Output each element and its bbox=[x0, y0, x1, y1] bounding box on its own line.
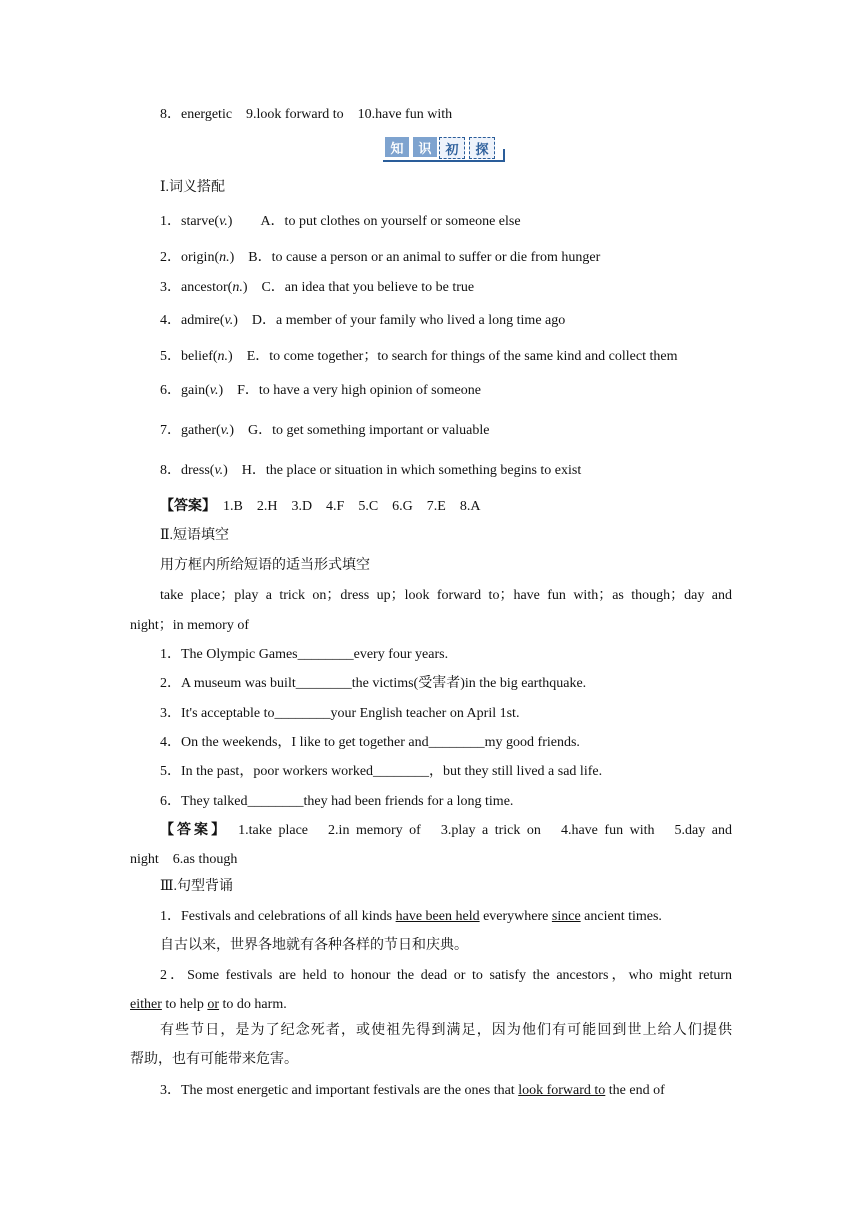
fill-item-2: 2．A museum was built________the victims(受害者)in the big earthquake. bbox=[160, 676, 587, 691]
banner-underline bbox=[383, 160, 505, 162]
sentence-3-line-1: 3．The most energetic and important festivals are the ones that look forward to the end of bbox=[160, 1083, 665, 1098]
phrase-box-line-2: night；in memory of bbox=[130, 618, 249, 633]
fill-item-5: 5．In the past，poor workers worked________，but they still lived a sad life. bbox=[160, 764, 603, 779]
match-item-7: 7．gather(v.) G．to get something important or valuable bbox=[160, 423, 490, 438]
section2-answer-line-2: night 6.as though bbox=[130, 852, 238, 867]
section2-heading: Ⅱ.短语填空 bbox=[160, 528, 230, 543]
fill-item-4: 4．On the weekends，I like to get together and________my good friends. bbox=[160, 735, 580, 750]
sentence-1-translation: 自古以来，世界各地就有各种各样的节日和庆典。 bbox=[160, 938, 468, 953]
phrase-box-line-1: take place；play a trick on；dress up；look forward to；have fun with；as though；day and bbox=[160, 588, 732, 603]
sentence-2-translation-1: 有些节日，是为了纪念死者，或使祖先得到满足，因为他们有可能回到世上给人们提供 bbox=[160, 1023, 732, 1038]
sentence-2-translation-2: 帮助，也有可能带来危害。 bbox=[130, 1052, 298, 1067]
match-item-6: 6．gain(v.) F．to have a very high opinion of someone bbox=[160, 383, 481, 398]
match-item-2: 2．origin(n.) B．to cause a person or an animal to suffer or die from hunger bbox=[160, 250, 601, 265]
section1-answer: 【答案】 1.B 2.H 3.D 4.F 5.C 6.G 7.E 8.A bbox=[160, 499, 481, 514]
section1-heading: Ⅰ.词义搭配 bbox=[160, 180, 226, 195]
match-item-8: 8．dress(v.) H．the place or situation in which something begins to exist bbox=[160, 463, 582, 478]
sentence-2-line-1: 2．Some festivals are held to honour the dead or to satisfy the ancestors，who might return bbox=[160, 968, 732, 983]
section3-heading: Ⅲ.句型背诵 bbox=[160, 879, 234, 894]
banner-char-2: 识 bbox=[413, 137, 437, 157]
knowledge-banner bbox=[383, 135, 505, 163]
banner-char-1: 知 bbox=[385, 137, 409, 157]
sentence-2-line-2: either to help or to do harm. bbox=[130, 997, 287, 1012]
match-item-3: 3．ancestor(n.) C．an idea that you believe to be true bbox=[160, 280, 475, 295]
banner-char-4: 探 bbox=[469, 137, 495, 159]
match-item-4: 4．admire(v.) D．a member of your family who lived a long time ago bbox=[160, 313, 566, 328]
prev-answer-line: 8．energetic 9.look forward to 10.have fun with bbox=[160, 107, 453, 122]
section2-instruction: 用方框内所给短语的适当形式填空 bbox=[160, 558, 370, 573]
banner-char-3: 初 bbox=[439, 137, 465, 159]
sentence-1: 1．Festivals and celebrations of all kinds have been held everywhere since ancient times. bbox=[160, 909, 662, 924]
match-item-5: 5．belief(n.) E．to come together；to search for things of the same kind and collect them bbox=[160, 349, 678, 364]
fill-item-3: 3．It's acceptable to________your English teacher on April 1st. bbox=[160, 706, 520, 721]
fill-item-6: 6．They talked________they had been friends for a long time. bbox=[160, 794, 514, 809]
banner-end-tick bbox=[503, 149, 505, 162]
section2-answer-line-1: 【答案】 1.take place 2.in memory of 3.play a trick on 4.have fun with 5.day and bbox=[160, 823, 733, 838]
fill-item-1: 1．The Olympic Games________every four years. bbox=[160, 647, 449, 662]
match-item-1: 1．starve(v.) A．to put clothes on yourself or someone else bbox=[160, 214, 521, 229]
